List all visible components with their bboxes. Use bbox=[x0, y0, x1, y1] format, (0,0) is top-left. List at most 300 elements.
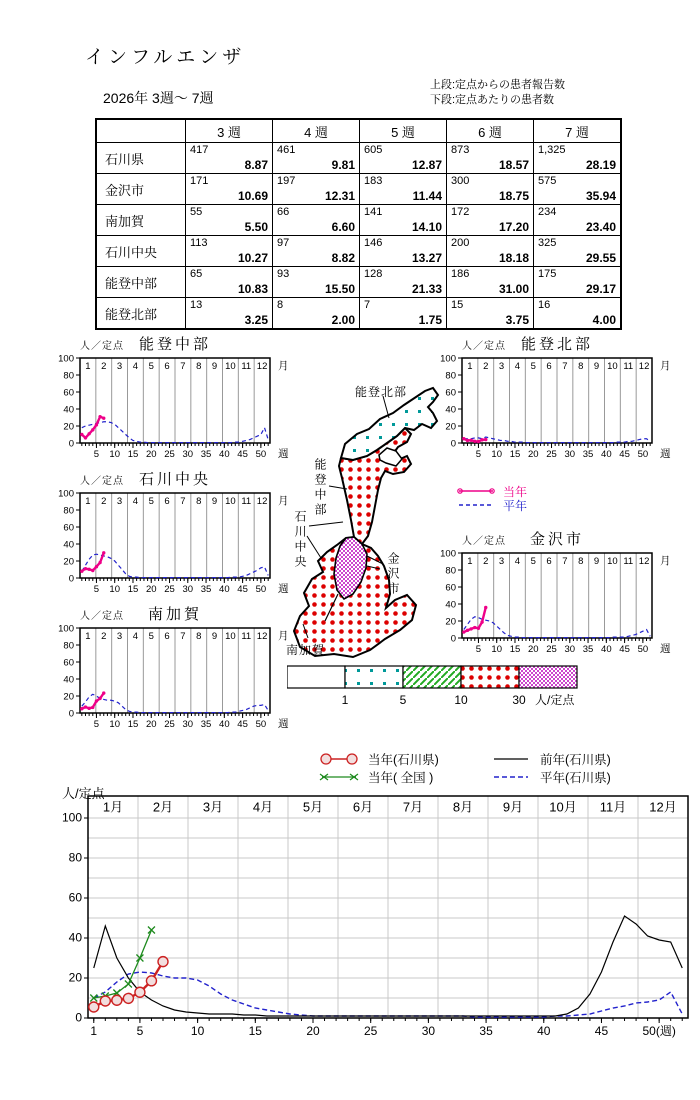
svg-text:11: 11 bbox=[623, 556, 634, 567]
svg-text:25: 25 bbox=[546, 449, 557, 460]
svg-text:3月: 3月 bbox=[202, 799, 224, 815]
svg-text:10: 10 bbox=[491, 644, 503, 655]
svg-text:60: 60 bbox=[68, 890, 82, 905]
svg-text:20: 20 bbox=[445, 616, 456, 628]
data-cell bbox=[447, 267, 534, 298]
svg-text:100: 100 bbox=[440, 548, 456, 560]
patient-count: 575 bbox=[538, 175, 557, 187]
data-cell bbox=[360, 143, 447, 174]
unit-label: 人／定点 bbox=[80, 341, 124, 352]
svg-text:11: 11 bbox=[241, 631, 252, 642]
per-sentinel-rate: 23.40 bbox=[585, 220, 616, 234]
svg-text:8: 8 bbox=[196, 496, 202, 507]
svg-text:2: 2 bbox=[483, 361, 489, 372]
legend-label-tonen-national: 当年( 全国 ) bbox=[368, 771, 434, 785]
svg-text:2: 2 bbox=[101, 361, 107, 372]
svg-text:5: 5 bbox=[93, 719, 100, 730]
svg-text:40: 40 bbox=[219, 584, 230, 595]
svg-text:9月: 9月 bbox=[502, 799, 524, 815]
per-sentinel-rate: 6.60 bbox=[331, 220, 355, 234]
svg-text:25: 25 bbox=[546, 644, 557, 655]
minami-kaga-chart bbox=[48, 622, 298, 734]
svg-text:6: 6 bbox=[164, 631, 170, 642]
svg-text:40: 40 bbox=[63, 674, 74, 686]
chart-title-kanazawa: 金沢市 bbox=[529, 531, 584, 548]
big-chart-y-unit: 人/定点 bbox=[62, 786, 105, 801]
svg-text:40: 40 bbox=[601, 644, 612, 655]
svg-text:月: 月 bbox=[660, 360, 671, 372]
svg-text:7月: 7月 bbox=[402, 799, 424, 815]
patient-count: 234 bbox=[538, 206, 557, 218]
unit-label: 人／定点 bbox=[80, 611, 124, 622]
legend-label-heinen: 平年 bbox=[503, 498, 528, 513]
svg-text:4: 4 bbox=[514, 361, 521, 372]
patient-count: 1,325 bbox=[538, 144, 566, 156]
svg-text:5: 5 bbox=[475, 449, 482, 460]
svg-text:6: 6 bbox=[546, 556, 552, 567]
patient-count: 461 bbox=[277, 144, 296, 156]
svg-text:35: 35 bbox=[582, 449, 594, 460]
data-cell bbox=[273, 205, 360, 236]
note-upper: 上段:定点からの患者報告数 bbox=[430, 79, 566, 91]
svg-text:80: 80 bbox=[68, 850, 82, 865]
svg-text:20: 20 bbox=[63, 421, 74, 433]
svg-text:10: 10 bbox=[225, 631, 236, 642]
svg-text:50: 50 bbox=[255, 719, 267, 730]
report-period: 2026年 3週〜 7週 bbox=[103, 90, 214, 106]
svg-text:40: 40 bbox=[445, 599, 456, 611]
data-cell bbox=[360, 267, 447, 298]
region-name: 石川中央 bbox=[96, 236, 186, 267]
svg-text:月: 月 bbox=[278, 630, 289, 642]
table-body bbox=[96, 143, 621, 330]
patient-count: 175 bbox=[538, 268, 557, 280]
svg-text:50: 50 bbox=[637, 449, 649, 460]
region-name: 金沢市 bbox=[96, 174, 186, 205]
data-cell bbox=[360, 174, 447, 205]
svg-text:週: 週 bbox=[660, 448, 671, 460]
svg-text:3: 3 bbox=[498, 361, 505, 372]
page-title: インフルエンザ bbox=[85, 47, 246, 68]
svg-text:1: 1 bbox=[85, 496, 91, 507]
svg-text:80: 80 bbox=[63, 370, 74, 382]
patient-count: 15 bbox=[451, 299, 464, 311]
svg-text:9: 9 bbox=[211, 631, 218, 642]
svg-text:15: 15 bbox=[509, 644, 521, 655]
svg-text:35: 35 bbox=[479, 1024, 493, 1038]
ishikawa-chuo-chart bbox=[48, 487, 298, 599]
per-sentinel-rate: 13.27 bbox=[411, 251, 442, 265]
svg-text:60: 60 bbox=[445, 387, 456, 399]
svg-text:月: 月 bbox=[278, 495, 289, 507]
svg-text:45: 45 bbox=[237, 584, 248, 595]
svg-text:40: 40 bbox=[68, 930, 82, 945]
note-lower: 下段:定点あたりの患者数 bbox=[430, 94, 555, 106]
legend-label-tonen-pref: 当年(石川県) bbox=[368, 753, 439, 767]
unit-label: 人／定点 bbox=[462, 536, 506, 547]
patient-count: 172 bbox=[451, 206, 470, 218]
svg-text:11: 11 bbox=[241, 496, 252, 507]
svg-text:5: 5 bbox=[530, 556, 536, 567]
svg-text:12月: 12月 bbox=[649, 799, 677, 815]
patient-count: 300 bbox=[451, 175, 470, 187]
svg-text:35: 35 bbox=[200, 584, 212, 595]
data-cell bbox=[273, 267, 360, 298]
legend-label-heinen-pref: 平年(石川県) bbox=[540, 771, 611, 785]
scale-tick-10: 10 bbox=[454, 693, 468, 706]
svg-text:月: 月 bbox=[660, 555, 671, 567]
table-header bbox=[96, 119, 621, 143]
patient-count: 197 bbox=[277, 175, 296, 187]
svg-text:5: 5 bbox=[93, 584, 100, 595]
svg-text:30: 30 bbox=[182, 449, 194, 460]
svg-text:20: 20 bbox=[145, 584, 157, 595]
per-sentinel-rate: 35.94 bbox=[585, 189, 616, 203]
svg-text:35: 35 bbox=[200, 449, 212, 460]
svg-text:10: 10 bbox=[109, 719, 121, 730]
scale-box-5-10 bbox=[403, 666, 461, 688]
per-sentinel-rate: 29.17 bbox=[585, 282, 616, 296]
map-label-kanazawa: 金沢市 bbox=[386, 552, 400, 597]
per-sentinel-rate: 12.87 bbox=[411, 158, 442, 172]
week-header-7: 7 週 bbox=[534, 119, 622, 143]
svg-text:8月: 8月 bbox=[452, 799, 474, 815]
svg-text:10: 10 bbox=[607, 556, 618, 567]
data-cell bbox=[447, 143, 534, 174]
weekly-trend-big-chart bbox=[55, 780, 700, 1055]
per-sentinel-rate: 3.75 bbox=[505, 313, 529, 327]
scale-box-under-1 bbox=[287, 666, 345, 688]
svg-text:6: 6 bbox=[164, 496, 170, 507]
svg-text:週: 週 bbox=[278, 718, 289, 730]
svg-text:11: 11 bbox=[623, 361, 634, 372]
svg-text:30: 30 bbox=[564, 449, 576, 460]
svg-text:45: 45 bbox=[594, 1024, 609, 1038]
legend-item-tonen-pref bbox=[318, 750, 490, 768]
svg-text:60: 60 bbox=[63, 522, 74, 534]
patient-count: 417 bbox=[190, 144, 209, 156]
week-header-3: 3 週 bbox=[186, 119, 273, 143]
map-label-ishikawa-chuo: 石川中央 bbox=[293, 510, 307, 570]
svg-text:100: 100 bbox=[440, 353, 456, 365]
chart-title-ishikawa-chuo: 石川中央 bbox=[138, 471, 211, 488]
map-scale-legend bbox=[287, 664, 617, 706]
per-sentinel-rate: 4.00 bbox=[592, 313, 616, 327]
patient-count: 200 bbox=[451, 237, 470, 249]
data-cell bbox=[273, 143, 360, 174]
scale-box-10-30 bbox=[461, 666, 519, 688]
svg-text:10: 10 bbox=[607, 361, 618, 372]
map-label-minami-kaga: 南加賀 bbox=[286, 643, 326, 657]
scale-tick-5: 5 bbox=[399, 693, 407, 706]
svg-text:月: 月 bbox=[278, 360, 289, 372]
map-label-noto-hokubu: 能登北部 bbox=[355, 385, 408, 399]
map-label-noto-chubu: 能登中部 bbox=[313, 458, 327, 518]
svg-text:7: 7 bbox=[180, 631, 186, 642]
svg-text:45: 45 bbox=[619, 449, 630, 460]
svg-text:12: 12 bbox=[638, 361, 650, 372]
data-cell bbox=[186, 236, 273, 267]
svg-text:0: 0 bbox=[68, 708, 74, 720]
patient-count: 873 bbox=[451, 144, 470, 156]
svg-text:1月: 1月 bbox=[102, 799, 124, 815]
patient-count: 8 bbox=[277, 299, 284, 311]
region-name: 能登北部 bbox=[96, 298, 186, 330]
table-notes bbox=[430, 78, 565, 108]
svg-text:5月: 5月 bbox=[302, 799, 324, 815]
weekly-data-table bbox=[95, 118, 622, 330]
patient-count: 113 bbox=[190, 237, 208, 249]
svg-text:3: 3 bbox=[116, 631, 123, 642]
svg-text:20: 20 bbox=[145, 449, 157, 460]
svg-text:8: 8 bbox=[196, 361, 202, 372]
svg-text:10: 10 bbox=[109, 584, 121, 595]
svg-text:40: 40 bbox=[445, 404, 456, 416]
per-sentinel-rate: 10.83 bbox=[237, 282, 268, 296]
per-sentinel-rate: 10.69 bbox=[237, 189, 268, 203]
svg-text:7: 7 bbox=[180, 496, 186, 507]
per-sentinel-rate: 15.50 bbox=[324, 282, 355, 296]
svg-text:80: 80 bbox=[445, 565, 456, 577]
legend-item-zennen bbox=[490, 750, 690, 768]
svg-text:5: 5 bbox=[148, 361, 154, 372]
svg-text:15: 15 bbox=[509, 449, 521, 460]
svg-text:10: 10 bbox=[190, 1024, 205, 1038]
svg-text:35: 35 bbox=[582, 644, 594, 655]
svg-text:25: 25 bbox=[164, 584, 175, 595]
svg-text:週: 週 bbox=[278, 448, 289, 460]
data-cell bbox=[534, 298, 622, 330]
per-sentinel-rate: 14.10 bbox=[411, 220, 442, 234]
table-row bbox=[96, 205, 621, 236]
per-sentinel-rate: 9.81 bbox=[331, 158, 355, 172]
per-sentinel-rate: 10.27 bbox=[237, 251, 268, 265]
svg-text:7: 7 bbox=[180, 361, 186, 372]
svg-text:4月: 4月 bbox=[252, 799, 274, 815]
svg-text:5: 5 bbox=[148, 496, 154, 507]
svg-text:30: 30 bbox=[182, 584, 194, 595]
svg-text:30: 30 bbox=[182, 719, 194, 730]
per-sentinel-rate: 28.19 bbox=[585, 158, 616, 172]
svg-text:0: 0 bbox=[68, 573, 74, 585]
svg-text:40: 40 bbox=[63, 404, 74, 416]
table-row bbox=[96, 143, 621, 174]
svg-text:5: 5 bbox=[136, 1024, 144, 1038]
svg-text:20: 20 bbox=[63, 556, 74, 568]
svg-text:40: 40 bbox=[601, 449, 612, 460]
svg-text:40: 40 bbox=[219, 719, 230, 730]
svg-text:12: 12 bbox=[256, 361, 268, 372]
svg-text:5: 5 bbox=[530, 361, 536, 372]
svg-text:30: 30 bbox=[564, 644, 576, 655]
svg-text:週: 週 bbox=[278, 583, 289, 595]
data-cell bbox=[186, 205, 273, 236]
svg-text:9: 9 bbox=[593, 556, 600, 567]
svg-text:40: 40 bbox=[219, 449, 230, 460]
unit-label: 人／定点 bbox=[462, 341, 506, 352]
svg-text:9: 9 bbox=[593, 361, 600, 372]
data-cell bbox=[534, 236, 622, 267]
zennen-line-sample bbox=[490, 752, 532, 766]
data-cell bbox=[534, 143, 622, 174]
svg-text:7: 7 bbox=[562, 361, 568, 372]
svg-text:15: 15 bbox=[127, 584, 139, 595]
svg-text:3: 3 bbox=[116, 361, 123, 372]
svg-text:10: 10 bbox=[225, 361, 236, 372]
patient-count: 93 bbox=[277, 268, 290, 280]
svg-text:20: 20 bbox=[527, 644, 539, 655]
data-cell bbox=[447, 298, 534, 330]
data-cell bbox=[447, 174, 534, 205]
patient-count: 183 bbox=[364, 175, 383, 187]
svg-text:1: 1 bbox=[90, 1024, 98, 1038]
per-sentinel-rate: 29.55 bbox=[585, 251, 616, 265]
svg-text:60: 60 bbox=[63, 387, 74, 399]
svg-text:1: 1 bbox=[467, 361, 473, 372]
svg-text:100: 100 bbox=[58, 623, 74, 635]
svg-text:4: 4 bbox=[514, 556, 521, 567]
svg-text:5: 5 bbox=[148, 631, 154, 642]
per-sentinel-rate: 2.00 bbox=[331, 313, 355, 327]
svg-text:20: 20 bbox=[306, 1024, 320, 1038]
svg-text:4: 4 bbox=[132, 631, 139, 642]
region-name: 能登中部 bbox=[96, 267, 186, 298]
per-sentinel-rate: 17.20 bbox=[498, 220, 529, 234]
week-header-6: 6 週 bbox=[447, 119, 534, 143]
per-sentinel-rate: 5.50 bbox=[244, 220, 268, 234]
svg-text:35: 35 bbox=[200, 719, 212, 730]
svg-text:25: 25 bbox=[164, 449, 175, 460]
map-regions bbox=[294, 388, 438, 657]
table-row bbox=[96, 236, 621, 267]
patient-count: 7 bbox=[364, 299, 371, 311]
per-sentinel-rate: 21.33 bbox=[411, 282, 442, 296]
per-sentinel-rate: 18.57 bbox=[498, 158, 529, 172]
data-table bbox=[95, 118, 622, 330]
svg-text:15: 15 bbox=[127, 719, 139, 730]
svg-text:5: 5 bbox=[93, 449, 100, 460]
patient-count: 146 bbox=[364, 237, 383, 249]
svg-text:1: 1 bbox=[85, 631, 91, 642]
data-cell bbox=[447, 236, 534, 267]
week-header-5: 5 週 bbox=[360, 119, 447, 143]
chart-title-noto-hokubu: 能登北部 bbox=[520, 336, 593, 353]
svg-text:10: 10 bbox=[225, 496, 236, 507]
svg-text:6: 6 bbox=[546, 361, 552, 372]
patient-count: 605 bbox=[364, 144, 383, 156]
svg-text:6: 6 bbox=[164, 361, 170, 372]
svg-text:0: 0 bbox=[450, 633, 456, 645]
per-sentinel-rate: 1.75 bbox=[418, 313, 442, 327]
chart-title-noto-chubu: 能登中部 bbox=[138, 336, 211, 353]
data-cell bbox=[534, 267, 622, 298]
svg-text:7: 7 bbox=[562, 556, 568, 567]
svg-text:20: 20 bbox=[445, 421, 456, 433]
svg-text:100: 100 bbox=[58, 488, 74, 500]
svg-text:40: 40 bbox=[63, 539, 74, 551]
legend-label-tonen: 当年 bbox=[503, 484, 528, 499]
patient-count: 97 bbox=[277, 237, 290, 249]
svg-text:25: 25 bbox=[364, 1024, 378, 1038]
data-cell bbox=[273, 174, 360, 205]
per-sentinel-rate: 11.44 bbox=[412, 189, 442, 203]
data-cell bbox=[534, 174, 622, 205]
svg-text:1: 1 bbox=[85, 361, 91, 372]
scale-tick-30: 30 bbox=[512, 693, 526, 706]
svg-text:10月: 10月 bbox=[549, 799, 577, 815]
data-cell bbox=[534, 205, 622, 236]
per-sentinel-rate: 12.31 bbox=[324, 189, 355, 203]
scale-box-1-5 bbox=[345, 666, 403, 688]
per-sentinel-rate: 31.00 bbox=[498, 282, 529, 296]
data-cell bbox=[360, 298, 447, 330]
table-row bbox=[96, 267, 621, 298]
svg-text:45: 45 bbox=[237, 449, 248, 460]
svg-text:0: 0 bbox=[68, 438, 74, 450]
svg-text:40: 40 bbox=[537, 1024, 551, 1038]
svg-text:45: 45 bbox=[619, 644, 630, 655]
patient-count: 141 bbox=[364, 206, 383, 218]
svg-text:週: 週 bbox=[660, 643, 671, 655]
patient-count: 325 bbox=[538, 237, 557, 249]
patient-count: 128 bbox=[364, 268, 383, 280]
per-sentinel-rate: 3.25 bbox=[244, 313, 268, 327]
ishikawa-prefecture-map bbox=[283, 366, 468, 666]
svg-text:4: 4 bbox=[132, 496, 139, 507]
region-name: 南加賀 bbox=[96, 205, 186, 236]
svg-text:3: 3 bbox=[116, 496, 123, 507]
patient-count: 186 bbox=[451, 268, 470, 280]
data-cell bbox=[273, 236, 360, 267]
unit-label: 人／定点 bbox=[80, 476, 124, 487]
svg-text:10: 10 bbox=[109, 449, 121, 460]
svg-text:60: 60 bbox=[63, 657, 74, 669]
svg-text:30: 30 bbox=[421, 1024, 436, 1038]
svg-text:10: 10 bbox=[491, 449, 503, 460]
svg-text:80: 80 bbox=[63, 505, 74, 517]
svg-text:20: 20 bbox=[145, 719, 157, 730]
chart-title-minami-kaga: 南加賀 bbox=[147, 606, 202, 623]
svg-text:11: 11 bbox=[241, 361, 252, 372]
per-sentinel-rate: 8.87 bbox=[244, 158, 268, 172]
svg-text:12: 12 bbox=[638, 556, 650, 567]
svg-text:45: 45 bbox=[237, 719, 248, 730]
svg-text:100: 100 bbox=[61, 810, 82, 825]
svg-text:15: 15 bbox=[127, 449, 139, 460]
scale-box-over-30 bbox=[519, 666, 577, 688]
svg-text:20: 20 bbox=[63, 691, 74, 703]
table-row bbox=[96, 298, 621, 330]
svg-text:60: 60 bbox=[445, 582, 456, 594]
svg-text:12: 12 bbox=[256, 631, 268, 642]
patient-count: 66 bbox=[277, 206, 290, 218]
svg-text:50: 50 bbox=[637, 644, 649, 655]
region-name: 石川県 bbox=[96, 143, 186, 174]
data-cell bbox=[273, 298, 360, 330]
svg-text:25: 25 bbox=[164, 719, 175, 730]
svg-text:50: 50 bbox=[255, 449, 267, 460]
week-header-4: 4 週 bbox=[273, 119, 360, 143]
patient-count: 55 bbox=[190, 206, 203, 218]
svg-text:5: 5 bbox=[475, 644, 482, 655]
svg-text:3: 3 bbox=[498, 556, 505, 567]
noto-chubu-chart bbox=[48, 352, 298, 464]
per-sentinel-rate: 18.18 bbox=[498, 251, 529, 265]
svg-text:80: 80 bbox=[445, 370, 456, 382]
per-sentinel-rate: 8.82 bbox=[331, 251, 355, 265]
patient-count: 13 bbox=[190, 299, 203, 311]
scale-unit: 人/定点 bbox=[535, 693, 575, 706]
